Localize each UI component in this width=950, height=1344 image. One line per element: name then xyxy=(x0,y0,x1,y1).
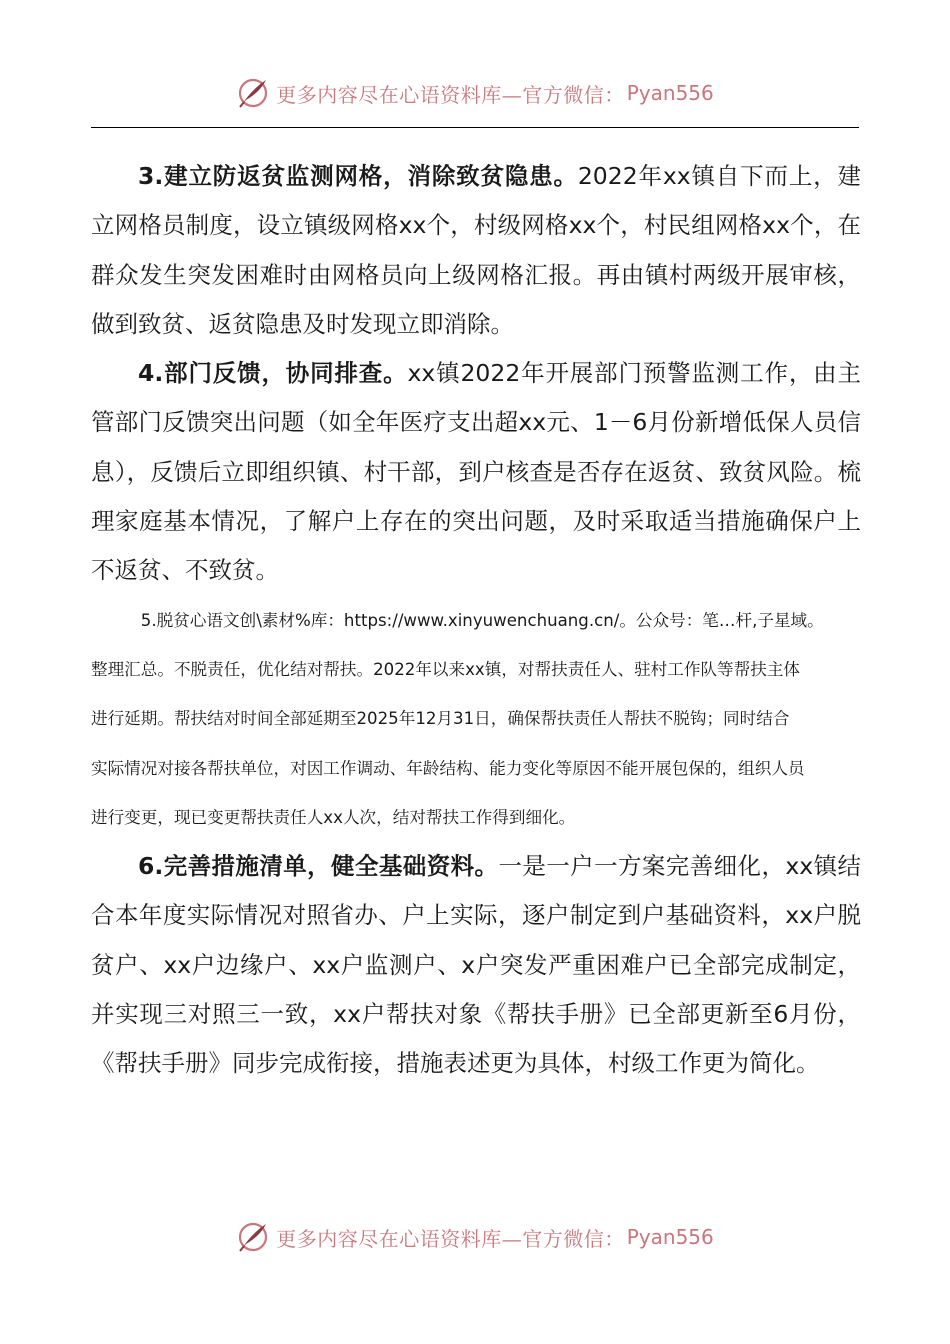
small-line: 进行延期。帮扶结对时间全部延期至2025年12月31日，确保帮扶责任人帮扶不脱钩；同时结合 xyxy=(91,709,790,729)
footer-banner-id: Pyan556 xyxy=(626,1225,714,1249)
paragraph-5-small xyxy=(91,596,861,842)
paragraph-6-heading: 6.完善措施清单，健全基础资料。 xyxy=(138,852,499,881)
paragraph-6-body: 一是一户一方案完善细化，xx镇结合本年度实际情况对照省办、户上实际，逐户制定到户基础资料，xx户脱贫户、xx户边缘户、xx户监测户、x户突发严重困难户已全部完成制定，并实现三对照三一致，xx户帮扶对象《帮扶手册》已全部更新至6月份，《帮扶手册》同步完成衔接，措施表述更为具体，村级工作更为简化。 xyxy=(91,852,861,1078)
header-banner-id: Pyan556 xyxy=(626,81,714,105)
footer-banner-text: 更多内容尽在心语资料库—官方微信： xyxy=(276,1226,625,1251)
small-line: 实际情况对接各帮扶单位，对因工作调动、年龄结构、能力变化等原因不能开展包保的，组织人员 xyxy=(91,758,805,778)
paragraph-4 xyxy=(91,349,861,595)
header-divider xyxy=(91,127,859,128)
paragraph-3 xyxy=(91,152,861,349)
small-line: 5.脱贫心语文创\素材%库：https://www.xinyuwenchuang.cn/。公众号：笔…杆,子星域。 xyxy=(140,610,824,630)
small-line: 整理汇总。不脱责任，优化结对帮扶。2022年以来xx镇，对帮扶责任人、驻村工作队等帮扶主体 xyxy=(91,659,801,679)
quill-logo-icon xyxy=(236,76,270,110)
paragraph-6 xyxy=(91,842,861,1088)
footer-banner xyxy=(0,1217,950,1257)
quill-logo-icon xyxy=(236,1220,270,1254)
paragraph-3-body: 2022年xx镇自下而上，建立网格员制度，设立镇级网格xx个，村级网格xx个，村民组网格xx个，在群众发生突发困难时由网格员向上级网格汇报。再由镇村两级开展审核，做到致贫、返贫隐患及时发现立即消除。 xyxy=(91,162,861,338)
small-line: 进行变更，现已变更帮扶责任人xx人次，结对帮扶工作得到细化。 xyxy=(91,807,576,827)
header-banner-text: 更多内容尽在心语资料库—官方微信： xyxy=(276,82,625,107)
paragraph-3-heading: 3.建立防返贫监测网格，消除致贫隐患。 xyxy=(138,162,578,190)
paragraph-4-heading: 4.部门反馈，协同排查。 xyxy=(138,359,408,388)
paragraph-4-body: xx镇2022年开展部门预警监测工作，由主管部门反馈突出问题（如全年医疗支出超xx元、1－6月份新增低保人员信息），反馈后立即组织镇、村干部，到户核查是否存在返贫、致贫风险。梳理家庭基本情况，了解户上存在的突出问题，及时采取适当措施确保户上不返贫、不致贫。 xyxy=(91,359,861,585)
header-banner xyxy=(0,73,950,113)
document-body xyxy=(91,152,861,1089)
